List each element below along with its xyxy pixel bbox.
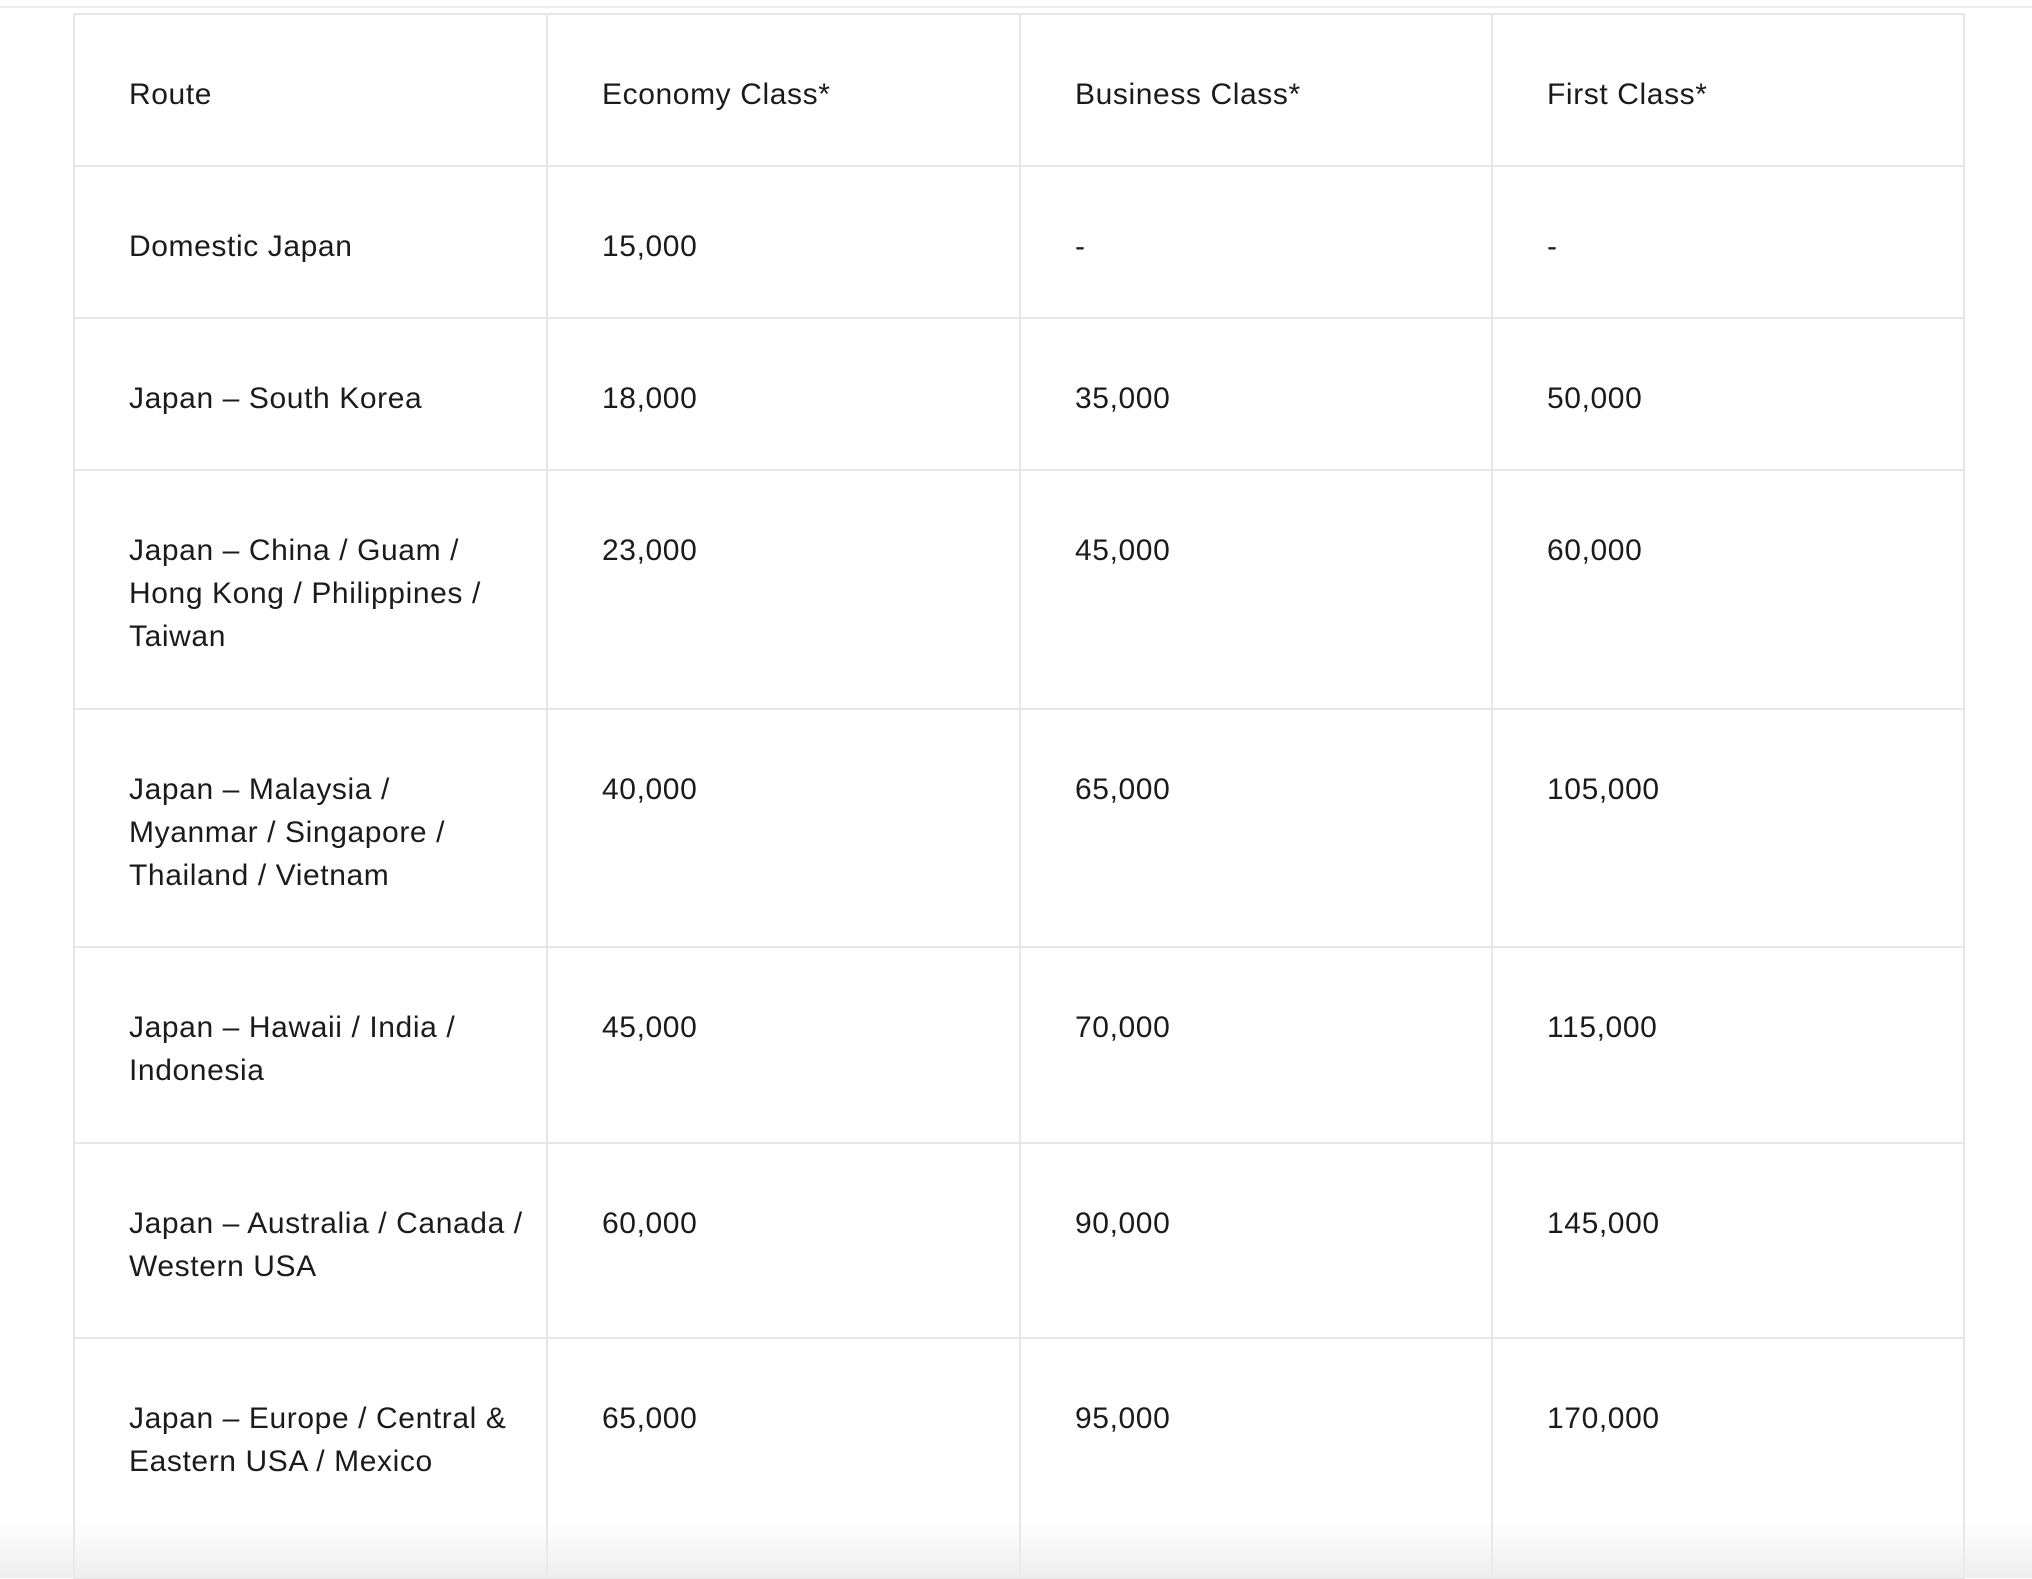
table-row [74,166,1964,318]
cell-route: Japan – South Korea [74,318,547,470]
cell-business: 45,000 [1020,470,1492,709]
cell-first: 105,000 [1492,709,1964,947]
table-row [74,1143,1964,1338]
cell-economy: 40,000 [547,709,1020,947]
cell-business: 65,000 [1020,709,1492,947]
table-row [74,470,1964,709]
cell-route: Japan – Malaysia / Myanmar / Singapore / Thailand / Vietnam [74,709,547,947]
cell-route: Japan – Europe / Central & Eastern USA / Mexico [74,1338,547,1578]
cell-first: - [1492,166,1964,318]
cell-first: 170,000 [1492,1338,1964,1578]
header-business-class: Business Class* [1020,14,1492,166]
cell-route: Japan – China / Guam / Hong Kong / Philippines / Taiwan [74,470,547,709]
cell-economy: 65,000 [547,1338,1020,1578]
cell-business: 70,000 [1020,947,1492,1143]
header-economy-class: Economy Class* [547,14,1020,166]
table-header-row [74,14,1964,166]
cell-economy: 23,000 [547,470,1020,709]
cell-first: 145,000 [1492,1143,1964,1338]
table-row [74,709,1964,947]
cell-business: 90,000 [1020,1143,1492,1338]
cell-business: 35,000 [1020,318,1492,470]
cell-economy: 15,000 [547,166,1020,318]
cell-business: - [1020,166,1492,318]
award-chart-table-container [73,13,1963,1579]
cell-first: 50,000 [1492,318,1964,470]
cell-economy: 18,000 [547,318,1020,470]
header-route: Route [74,14,547,166]
table-row [74,318,1964,470]
header-first-class: First Class* [1492,14,1964,166]
table-row [74,1338,1964,1578]
cell-route: Domestic Japan [74,166,547,318]
cell-first: 60,000 [1492,470,1964,709]
cell-route: Japan – Hawaii / India / Indonesia [74,947,547,1143]
top-divider [0,6,2032,8]
cell-business: 95,000 [1020,1338,1492,1578]
table-row [74,947,1964,1143]
cell-route: Japan – Australia / Canada / Western USA [74,1143,547,1338]
award-chart-table [73,13,1965,1579]
cell-economy: 45,000 [547,947,1020,1143]
cell-economy: 60,000 [547,1143,1020,1338]
cell-first: 115,000 [1492,947,1964,1143]
